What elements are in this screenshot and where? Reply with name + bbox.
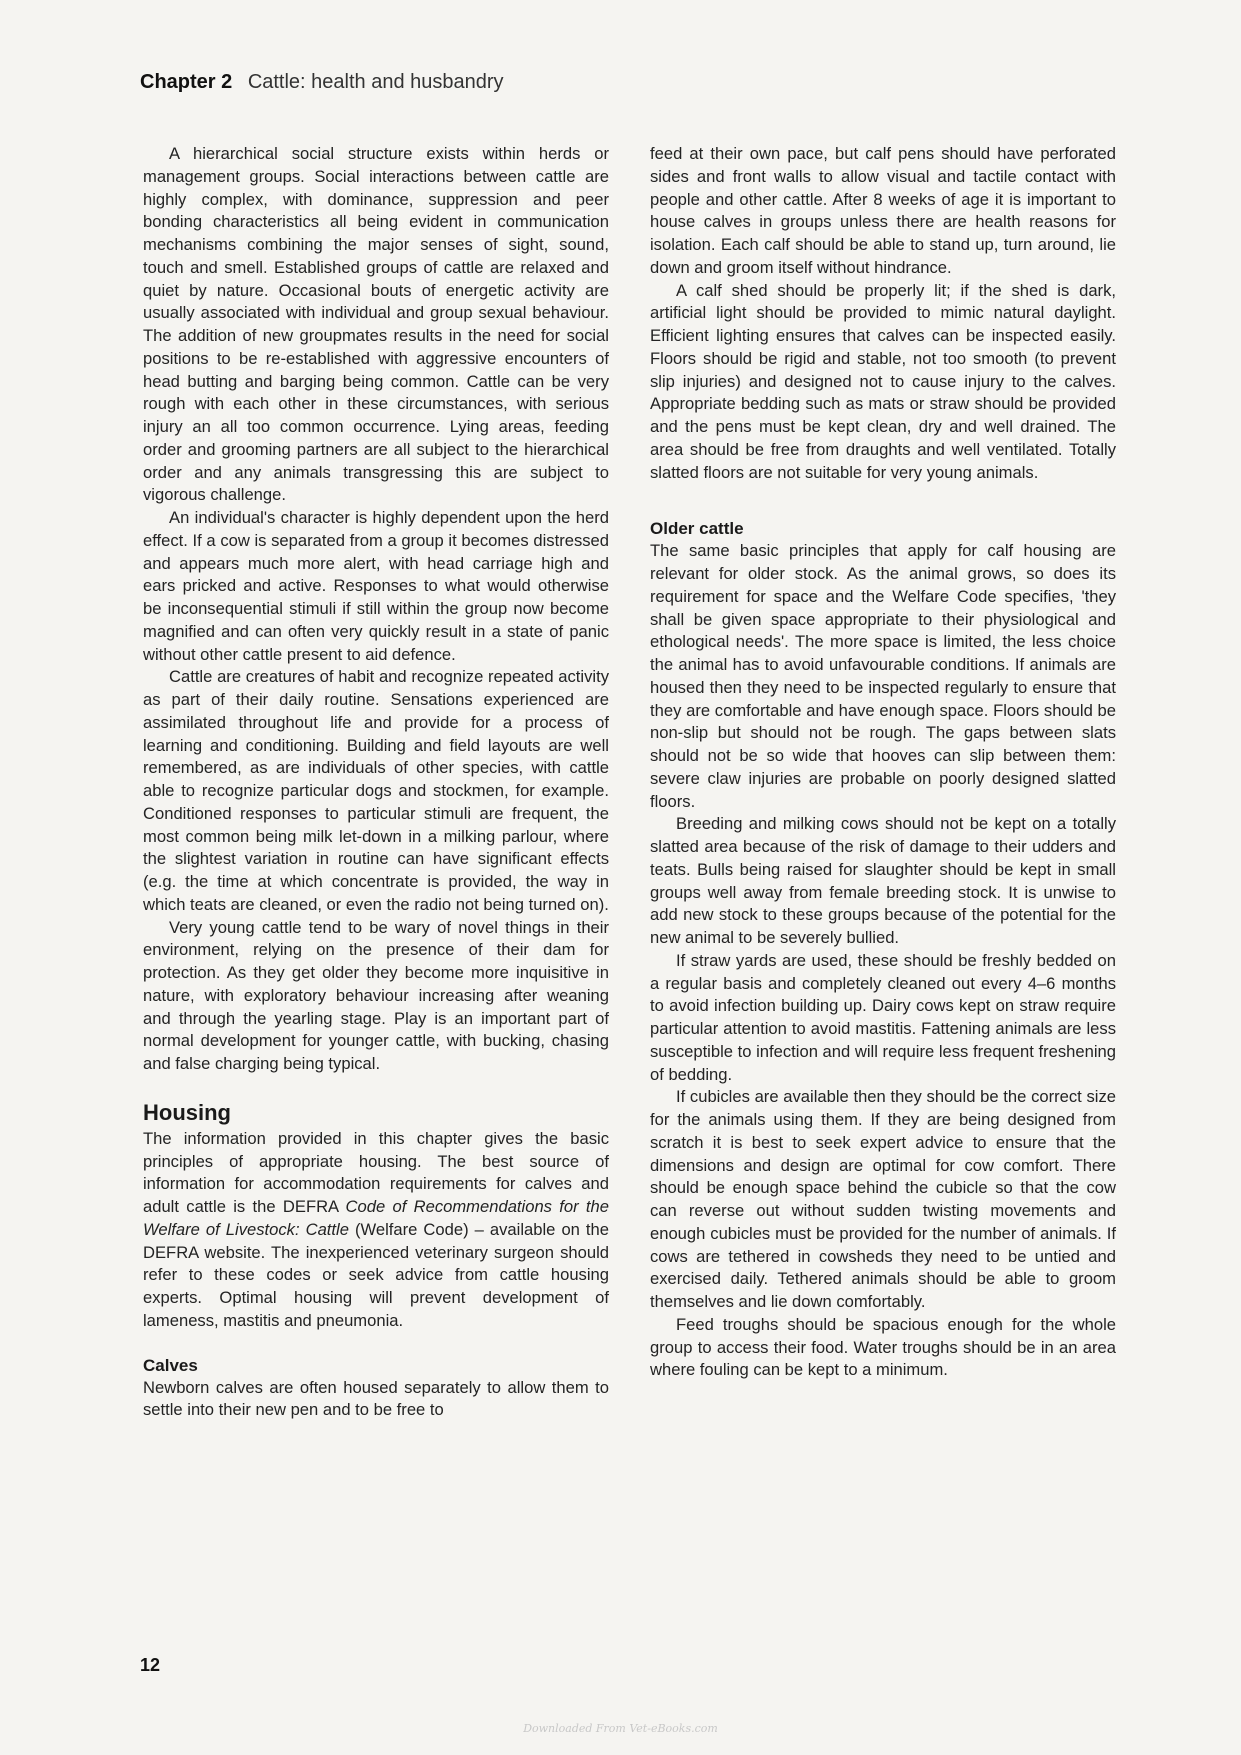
- right-column: [650, 143, 1116, 1382]
- body-paragraph: Very young cattle tend to be wary of novel things in their environment, relying on the presence of their dam for protection. As they get older they become more inquisitive in nature, with exploratory behaviour increasing after weaning and through the yearling stage. Play is an important part of normal development for younger cattle, with bucking, chasing and false charging being typical.: [143, 917, 609, 1073]
- housing-text-start: The information provided in this chapter gives the basic principles of appropriate housing. The best source of information for accommodation requirements for calves and adult cattle is the DEFRA: [143, 1128, 609, 1216]
- subheading-older-cattle: Older cattle: [650, 519, 744, 539]
- body-paragraph: If straw yards are used, these should be freshly bedded on a regular basis and completely cleaned out every 4–6 months to avoid infection building up. Dairy cows kept on straw require particular attention to avoid mastitis. Fattening animals are less susceptible to infection and will require less frequent freshening of bedding.: [650, 950, 1116, 1084]
- code-title: Code of Recommendations for the Welfare of Livestock: Cattle: [143, 1197, 609, 1239]
- chapter-label: Chapter 2: [140, 71, 233, 93]
- subheading-calves: Calves: [143, 1355, 198, 1375]
- housing-text-end: (Welfare Code) – available on the DEFRA website. The inexperienced veterinary surgeon should refer to these codes or seek advice from cattle housing experts. Optimal housing will prevent development of lameness, mastitis and pneumonia.: [143, 1219, 610, 1330]
- body-paragraph: A hierarchical social structure exists within herds or management groups. Social interactions between cattle are highly complex, with dominance, suppression and peer bonding characteristics all being evident in communication mechanisms combining the major senses of sight, sound, touch and smell. Established groups of cattle are relaxed and quiet by nature. Occasional bouts of energetic activity are usually associated with individual and group sexual behaviour. The addition of new groupmates results in the need for social positions to be re-established with aggressive encounters of head butting and barging being common. Cattle can be very rough with each other in these circumstances, with serious injury an all too common occurrence. Lying areas, feeding order and grooming partners are all subject to the hierarchical order and any animals transgressing this are subject to vigorous challenge.: [143, 144, 609, 505]
- chapter-title: Cattle: health and husbandry: [247, 71, 504, 93]
- section-heading-housing: Housing: [143, 1099, 231, 1125]
- calves-paragraph-continued: feed at their own pace, but calf pens should have perforated sides and front walls to allow visual and tactile contact with people and other cattle. After 8 weeks of age it is important to house calves in groups unless there are health reasons for isolation. Each calf should be able to stand up, turn around, lie down and groom itself without hindrance.: [650, 144, 1116, 277]
- running-head: [140, 70, 504, 94]
- body-paragraph: If cubicles are available then they should be the correct size for the animals using them. If they are being designed from scratch it is best to seek expert advice to ensure that the dimensions and design are optimal for cow comfort. There should be enough space behind the cubicle so that the cow can reverse out without sudden twisting movements and enough cubicles must be provided for the number of animals. If cows are tethered in cowsheds they need to be untied and exercised daily. Tethered animals should be able to groom themselves and lie down comfortably.: [650, 1087, 1116, 1311]
- body-paragraph: Cattle are creatures of habit and recognize repeated activity as part of their daily routine. Sensations experienced are assimilated throughout life and provide for a process of learning and conditioning. Building and field layouts are well remembered, as are individuals of other species, with cattle able to recognize particular dogs and stockmen, for example. Conditioned responses to particular stimuli are frequent, the most common being milk let-down in a milking parlour, where the slightest variation in routine can have significant effects (e.g. the time at which concentrate is provided, the way in which teats are cleaned, or even the radio not being turned on).: [143, 667, 609, 914]
- body-paragraph: Breeding and milking cows should not be kept on a totally slatted area because of the risk of damage to their udders and teats. Bulls being raised for slaughter should be kept in small groups well away from female breeding stock. It is unwise to add new stock to these groups because of the potential for the new animal to be severely bullied.: [650, 814, 1116, 947]
- body-paragraph: A calf shed should be properly lit; if the shed is dark, artificial light should be provided to mimic natural daylight. Efficient lighting ensures that calves can be inspected easily. Floors should be rigid and stable, not too smooth (to prevent slip injuries) and designed not to cause injury to the calves. Appropriate bedding such as mats or straw should be provided and the pens must be kept clean, dry and well drained. The area should be free from draughts and well ventilated. Totally slatted floors are not suitable for very young animals.: [650, 280, 1116, 482]
- page-number: 12: [140, 1655, 161, 1675]
- body-paragraph: An individual's character is highly dependent upon the herd effect. If a cow is separated from a group it becomes distressed and appears much more alert, with head carriage high and ears pricked and active. Responses to what would otherwise be inconsequential stimuli if still within the group now become magnified and can often very quickly result in a state of panic without other cattle present to aid defence.: [143, 508, 609, 664]
- body-paragraph: The same basic principles that apply for calf housing are relevant for older stock. As the animal grows, so does its requirement for space and the Welfare Code specifies, 'they shall be given space appropriate to their physiological and ethological needs'. The more space is limited, the less choice the animal has to avoid unfavourable conditions. If animals are housed then they need to be inspected regularly to ensure that they are comfortable and have enough space. Floors should be non-slip but should not be rough. The gaps between slats should not be so wide that hooves can slip between them: severe claw injuries are probable on poorly designed slatted floors.: [650, 541, 1116, 811]
- left-column: [143, 143, 609, 1422]
- calves-paragraph: Newborn calves are often housed separately to allow them to settle into their new pen and to be free to: [143, 1377, 609, 1420]
- housing-paragraph: [143, 1128, 609, 1333]
- download-watermark: Downloaded From Vet-eBooks.com: [523, 1722, 718, 1735]
- body-paragraph: Feed troughs should be spacious enough for the whole group to access their food. Water troughs should be in an area where fouling can be kept to a minimum.: [650, 1314, 1116, 1380]
